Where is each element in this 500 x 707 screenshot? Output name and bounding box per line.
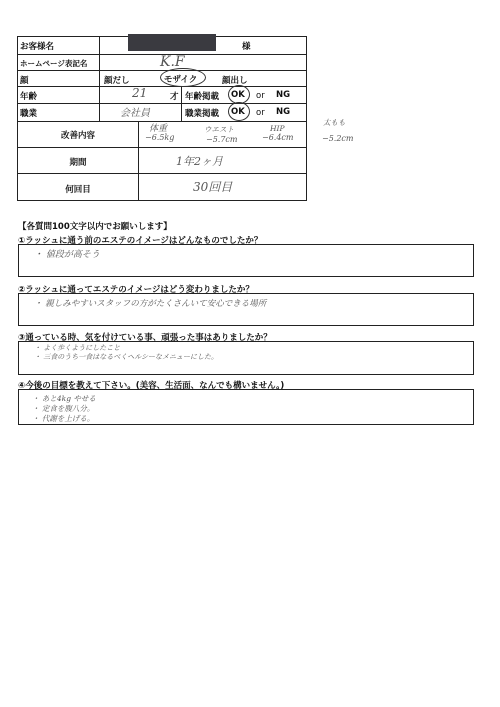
customer-name-redaction: [128, 34, 216, 51]
q2-title: ②ラッシュに通ってエステのイメージはどう変わりましたか？: [18, 285, 254, 295]
improvement-thigh-title: 太もも: [323, 118, 346, 127]
improvement-hip-title: HIP: [270, 124, 285, 133]
q1-answer: ・ 値段が高そう: [34, 250, 100, 260]
hp-name-value: K.F: [160, 54, 185, 70]
improvement-weight-value: −6.5kg: [145, 133, 175, 142]
face-option-show: 顔だし: [104, 76, 130, 86]
age-ok: OK: [231, 90, 245, 100]
face-option-out: 顔出し: [222, 76, 248, 86]
customer-suffix: 様: [242, 42, 251, 52]
job-ng: NG: [276, 107, 291, 117]
q3-answer-1: ・ よく歩くようにしたこと: [34, 344, 121, 352]
age-ng: NG: [276, 90, 291, 100]
q3-answer-2: ・ 三食のうち一食はなるべくヘルシーなメニューにした。: [34, 353, 219, 361]
improvement-hip-value: −6.4cm: [262, 133, 294, 142]
job-value: 会社員: [120, 108, 150, 119]
age-unit: 才: [170, 92, 179, 102]
face-label: 顔: [20, 76, 29, 86]
q1-title: ①ラッシュに通う前のエステのイメージはどんなものでしたか？: [18, 236, 263, 246]
age-publish-label: 年齢掲載: [185, 92, 220, 102]
q4-answer-1: ・ あと4kg やせる: [32, 394, 96, 403]
age-or: or: [256, 91, 265, 101]
job-ok: OK: [231, 107, 245, 117]
questions-header: 【各質問100文字以内でお願いします】: [18, 222, 172, 232]
visits-value: 30回目: [193, 180, 233, 194]
improvement-thigh-value: −5.2cm: [322, 134, 354, 143]
q4-answer-2: ・ 定食を腹八分。: [32, 404, 95, 413]
improvement-weight-title: 体重: [149, 124, 168, 134]
job-publish-label: 職業掲載: [185, 109, 220, 119]
q2-answer: ・ 親しみやすいスタッフの方がたくさんいて安心できる場所: [34, 299, 267, 309]
q3-title: ③通っている時、気を付けている事、頑張った事はありましたか？: [18, 333, 272, 343]
q4-title: ④今後の目標を教えて下さい。(美容、生活面、なんでも構いません。): [18, 381, 285, 391]
period-label: 期間: [69, 158, 87, 168]
customer-name-label: お客様名: [20, 42, 55, 52]
job-label: 職業: [20, 109, 38, 119]
age-value: 21: [132, 86, 148, 100]
face-option-mosaic: モザイク: [164, 75, 198, 85]
improvement-waist-value: −5.7cm: [206, 135, 238, 144]
q4-answer-3: ・ 代謝を上げる。: [32, 414, 95, 423]
improvement-label: 改善内容: [60, 131, 95, 141]
hp-name-label: ホームページ表記名: [20, 59, 88, 68]
period-value: 1年2ヶ月: [176, 155, 223, 168]
age-label: 年齢: [20, 92, 38, 102]
visits-label: 何回目: [65, 185, 91, 195]
improvement-waist-title: ウエスト: [204, 125, 234, 134]
job-or: or: [256, 108, 265, 118]
